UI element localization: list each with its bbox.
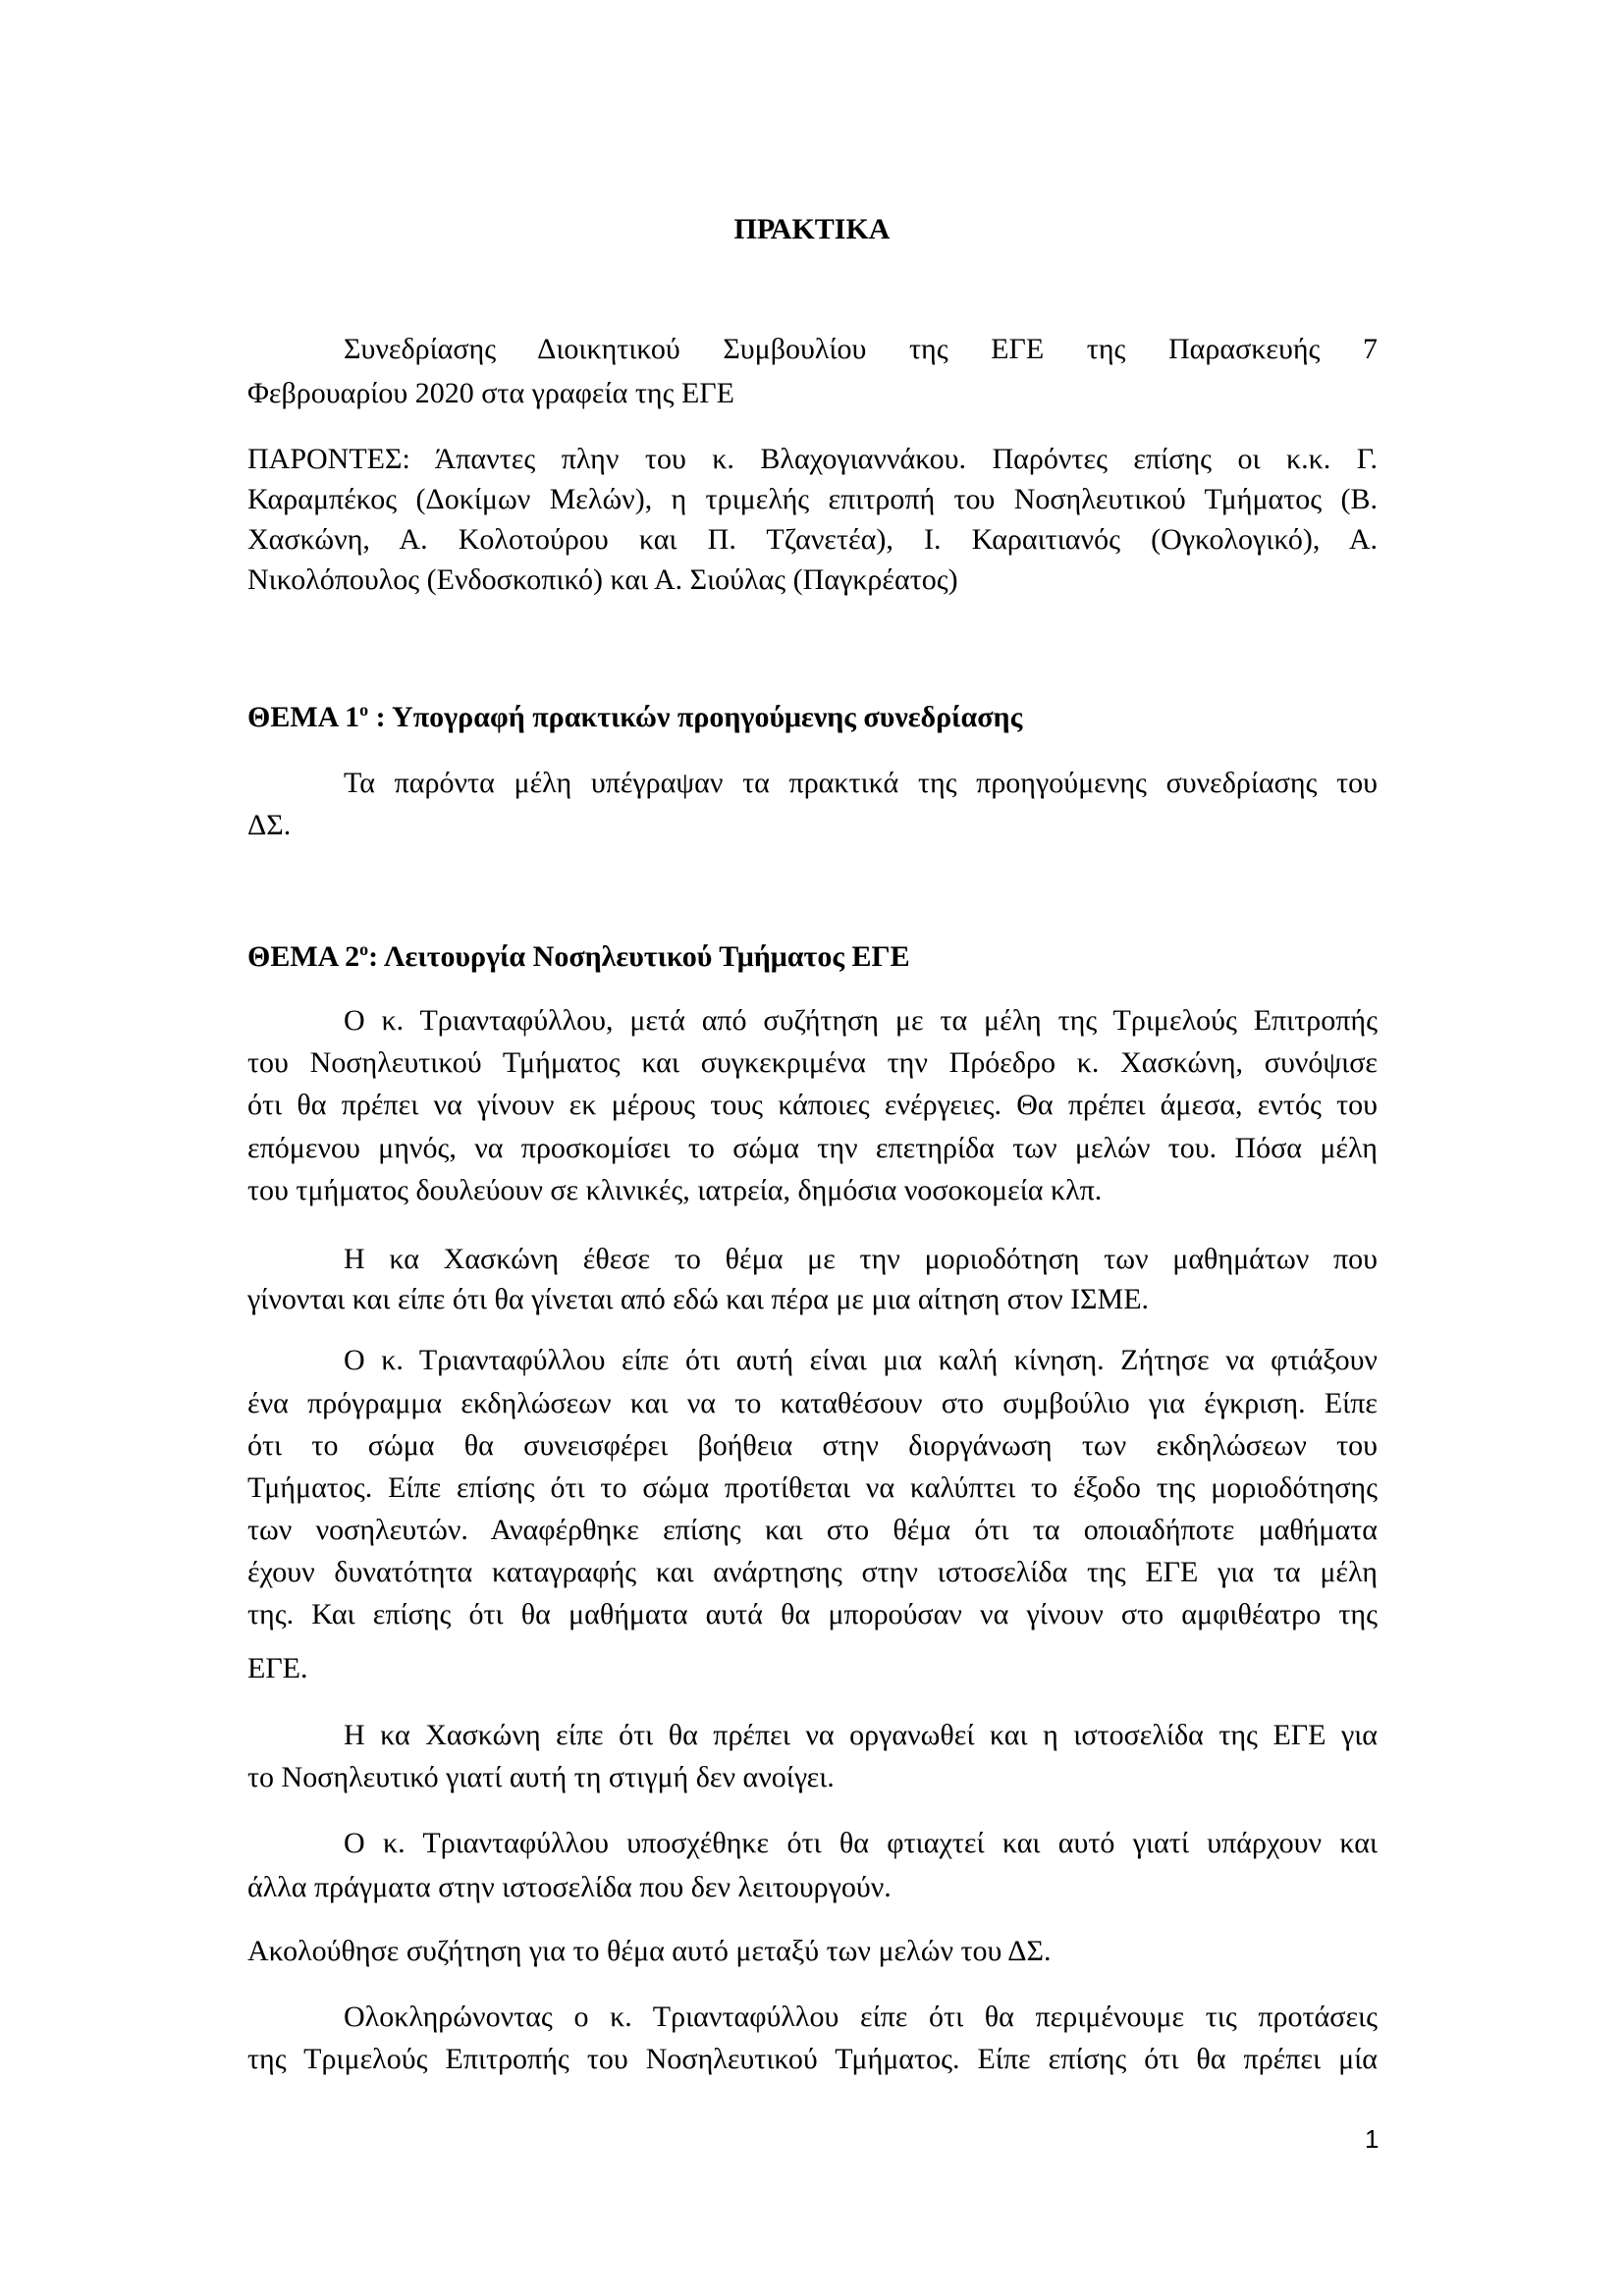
text-line: ότι το σώμα θα συνεισφέρει βοήθεια στην διοργάνωση των εκδηλώσεων του — [247, 1429, 1378, 1462]
heading-superscript: ο — [359, 700, 369, 720]
text-line: των νοσηλευτών. Αναφέρθηκε επίσης και στο θέμα ότι τα οποιαδήποτε μαθήματα — [247, 1514, 1378, 1546]
text-line: Ο κ. Τριανταφύλλου, μετά από συζήτηση με τα μέλη της Τριμελούς Επιτροπής — [344, 1004, 1378, 1037]
text-line: Η κα Χασκώνη είπε ότι θα πρέπει να οργανωθεί και η ιστοσελίδα της ΕΓΕ για — [344, 1719, 1378, 1751]
page-number: 1 — [1365, 2124, 1380, 2154]
text-line: το Νοσηλευτικό γιατί αυτή τη στιγμή δεν ανοίγει. — [247, 1761, 835, 1793]
heading-superscript: ο — [359, 939, 369, 959]
text-line: Νικολόπουλος (Ενδοσκοπικό) και Α. Σιούλας (Παγκρέατος) — [247, 563, 958, 596]
text-line: Ο κ. Τριανταφύλλου είπε ότι αυτή είναι μια καλή κίνηση. Ζήτησε να φτιάξουν — [344, 1344, 1378, 1376]
text-line: ΠΑΡΟΝΤΕΣ: Άπαντες πλην του κ. Βλαχογιαννάκου. Παρόντες επίσης οι κ.κ. Γ. — [247, 443, 1378, 475]
text-line: Φεβρουαρίου 2020 στα γραφεία της ΕΓΕ — [247, 377, 734, 409]
document-title: ΠΡΑΚΤΙΚΑ — [733, 213, 891, 245]
heading-number: ΘΕΜΑ 2 — [247, 940, 360, 973]
text-line: άλλα πράγματα στην ιστοσελίδα που δεν λειτουργούν. — [247, 1871, 892, 1903]
heading-text: : Υπογραφή πρακτικών προηγούμενης συνεδρίασης — [368, 701, 1023, 733]
text-line: Χασκώνη, Α. Κολοτούρου και Π. Τζανετέα), Ι. Καραιτιανός (Ογκολογικό), Α. — [247, 523, 1378, 556]
text-line: της. Και επίσης ότι θα μαθήματα αυτά θα μπορούσαν να γίνουν στο αμφιθέατρο της — [247, 1598, 1378, 1630]
text-line: γίνονται και είπε ότι θα γίνεται από εδώ και πέρα με μια αίτηση στον ΙΣΜΕ. — [247, 1283, 1150, 1315]
text-line: Ολοκληρώνοντας ο κ. Τριανταφύλλου είπε ότι θα περιμένουμε τις προτάσεις — [344, 2001, 1378, 2033]
text-line: ότι θα πρέπει να γίνουν εκ μέρους τους κάποιες ενέργειες. Θα πρέπει άμεσα, εντός του — [247, 1089, 1378, 1121]
text-line: ΔΣ. — [247, 809, 292, 841]
text-line: Τα παρόντα μέλη υπέγραψαν τα πρακτικά της προηγούμενης συνεδρίασης του — [344, 767, 1378, 799]
text-line: Η κα Χασκώνη έθεσε το θέμα με την μοριοδότηση των μαθημάτων που — [344, 1243, 1378, 1275]
text-line: Τμήματος. Είπε επίσης ότι το σώμα προτίθεται να καλύπτει το έξοδο της μοριοδότησης — [247, 1471, 1378, 1504]
text-line: έχουν δυνατότητα καταγραφής και ανάρτησης στην ιστοσελίδα της ΕΓΕ για τα μέλη — [247, 1556, 1378, 1588]
text-line: ΕΓΕ. — [247, 1652, 308, 1684]
text-line: επόμενου μηνός, να προσκομίσει το σώμα την επετηρίδα των μελών του. Πόσα μέλη — [247, 1132, 1378, 1164]
topic-1-heading — [247, 700, 1378, 733]
text-line: Συνεδρίασης Διοικητικού Συμβουλίου της ΕΓΕ της Παρασκευής 7 — [344, 333, 1378, 365]
topic-2-heading — [247, 939, 1378, 973]
text-line: του Νοσηλευτικού Τμήματος και συγκεκριμένα την Πρόεδρο κ. Χασκώνη, συνόψισε — [247, 1046, 1378, 1079]
text-line: ένα πρόγραμμα εκδηλώσεων και να το καταθέσουν στο συμβούλιο για έγκριση. Είπε — [247, 1387, 1378, 1419]
text-line: Καραμπέκος (Δοκίμων Μελών), η τριμελής επιτροπή του Νοσηλευτικού Τμήματος (Β. — [247, 483, 1378, 515]
heading-text: : Λειτουργία Νοσηλευτικού Τμήματος ΕΓΕ — [368, 940, 910, 973]
text-line: Ακολούθησε συζήτηση για το θέμα αυτό μεταξύ των μελών του ΔΣ. — [247, 1935, 1052, 1967]
text-line: της Τριμελούς Επιτροπής του Νοσηλευτικού Τμήματος. Είπε επίσης ότι θα πρέπει μία — [247, 2043, 1378, 2075]
heading-number: ΘΕΜΑ 1 — [247, 701, 360, 733]
text-line: του τμήματος δουλεύουν σε κλινικές, ιατρεία, δημόσια νοσοκομεία κλπ. — [247, 1174, 1103, 1206]
text-line: Ο κ. Τριανταφύλλου υποσχέθηκε ότι θα φτιαχτεί και αυτό γιατί υπάρχουν και — [344, 1827, 1378, 1859]
